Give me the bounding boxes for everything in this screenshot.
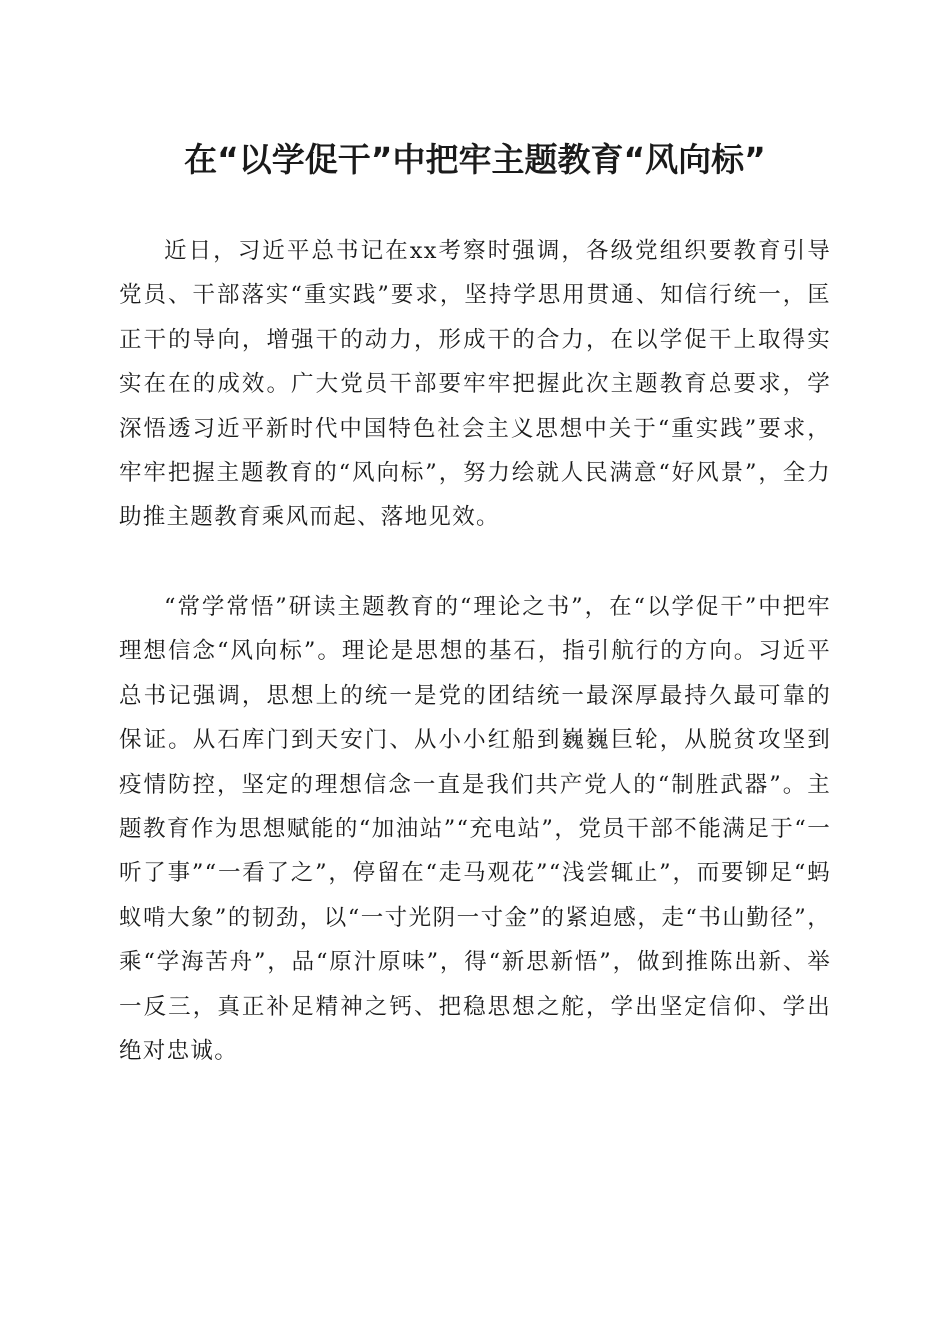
body-paragraph-1: 近日，习近平总书记在xx考察时强调，各级党组织要教育引导党员、干部落实“重实践”要求，坚持学思用贯通、知信行统一，匡正干的导向，增强干的动力，形成干的合力，在以学促干上取得实实在在的成效。广大党员干部要牢牢把握此次主题教育总要求，学深悟透习近平新时代中国特色社会主义思想中关于“重实践”要求，牢牢把握主题教育的“风向标”，努力绘就人民满意“好风景”，全力助推主题教育乘风而起、落地见效。 xyxy=(119,238,831,531)
document-title: 在“以学促干”中把牢主题教育“风向标” xyxy=(184,140,766,179)
body-paragraph-2: “常学常悟”研读主题教育的“理论之书”，在“以学促干”中把牢理想信念“风向标”。理论是思想的基石，指引航行的方向。习近平总书记强调，思想上的统一是党的团结统一最深厚最持久最可靠的保证。从石库门到天安门、从小小红船到巍巍巨轮，从脱贫攻坚到疫情防控，坚定的理想信念一直是我们共产党人的“制胜武器”。主题教育作为思想赋能的“加油站”“充电站”，党员干部不能满足于“一听了事”“一看了之”，停留在“走马观花”“浅尝辄止”，而要铆足“蚂蚁啃大象”的韧劲，以“一寸光阴一寸金”的紧迫感，走“书山勤径”，乘“学海苦舟”，品“原汁原味”，得“新思新悟”，做到推陈出新、举一反三，真正补足精神之钙、把稳思想之舵，学出坚定信仰、学出绝对忠诚。 xyxy=(119,594,831,1065)
